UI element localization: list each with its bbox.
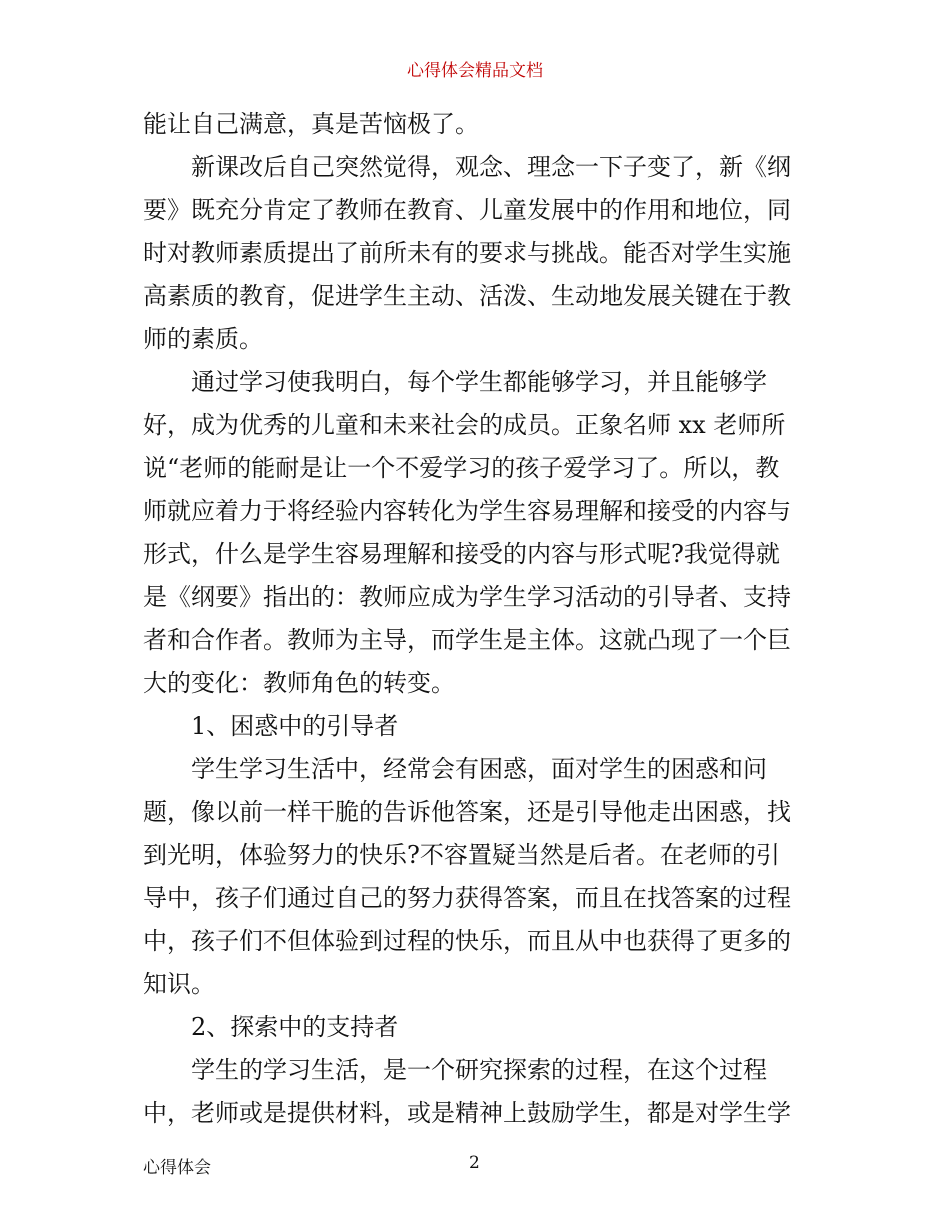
text-line: 中，孩子们不但体验到过程的快乐，而且从中也获得了更多的	[143, 927, 791, 955]
text-line: 题，像以前一样干脆的告诉他答案，还是引导他走出困惑，找	[143, 798, 791, 826]
section-heading: 2、探索中的支持者	[191, 1013, 399, 1041]
text-line: 能让自己满意，真是苦恼极了。	[143, 110, 479, 138]
text-line: 大的变化：教师角色的转变。	[143, 669, 455, 697]
text-line: 高素质的教育，促进学生主动、活泼、生动地发展关键在于教	[143, 282, 791, 310]
document-header-title: 心得体会精品文档	[407, 61, 543, 81]
text-line: 师的素质。	[143, 325, 263, 353]
text-line: 形式，什么是学生容易理解和接受的内容与形式呢?我觉得就	[143, 540, 780, 568]
text-line: 时对教师素质提出了前所未有的要求与挑战。能否对学生实施	[143, 239, 791, 267]
footer-label: 心得体会	[143, 1158, 211, 1178]
page-number: 2	[469, 1153, 480, 1173]
text-line: 知识。	[143, 970, 215, 998]
text-line: 是《纲要》指出的：教师应成为学生学习活动的引导者、支持	[143, 583, 791, 611]
text-line: 通过学习使我明白，每个学生都能够学习，并且能够学	[191, 368, 767, 396]
text-line: 中，老师或是提供材料，或是精神上鼓励学生，都是对学生学	[143, 1099, 791, 1127]
text-line: 说“老师的能耐是让一个不爱学习的孩子爱学习了。所以，教	[143, 454, 780, 482]
text-line: 学生学习生活中，经常会有困惑，面对学生的困惑和问	[191, 755, 767, 783]
text-line: 者和合作者。教师为主导，而学生是主体。这就凸现了一个巨	[143, 626, 791, 654]
text-line: 要》既充分肯定了教师在教育、儿童发展中的作用和地位，同	[143, 196, 791, 224]
document-body	[143, 103, 813, 1135]
section-heading: 1、困惑中的引导者	[191, 712, 399, 740]
text-line: 好，成为优秀的儿童和未来社会的成员。正象名师 xx 老师所	[143, 411, 786, 439]
text-line: 学生的学习生活，是一个研究探索的过程，在这个过程	[191, 1056, 767, 1084]
text-line: 新课改后自己突然觉得，观念、理念一下子变了，新《纲	[191, 153, 791, 181]
text-line: 导中，孩子们通过自己的努力获得答案，而且在找答案的过程	[143, 884, 791, 912]
text-line: 师就应着力于将经验内容转化为学生容易理解和接受的内容与	[143, 497, 791, 525]
text-line: 到光明，体验努力的快乐?不容置疑当然是后者。在老师的引	[143, 841, 780, 869]
